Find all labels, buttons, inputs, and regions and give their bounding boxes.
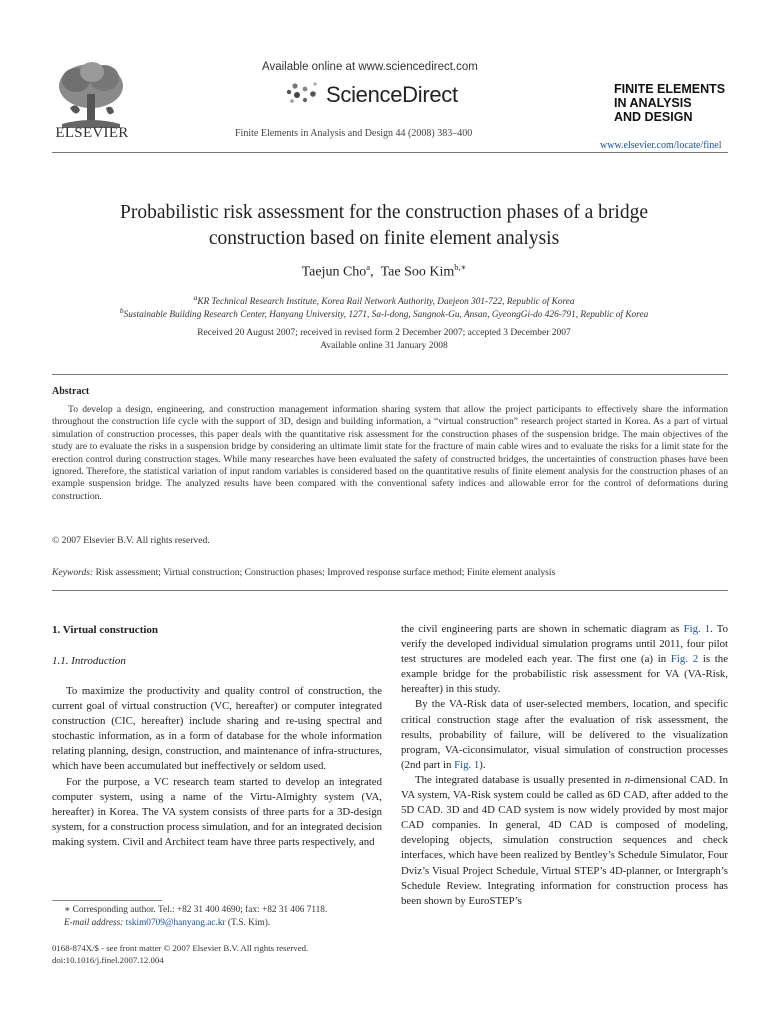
journal-url-link[interactable]: www.elsevier.com/locate/finel bbox=[600, 140, 722, 151]
sciencedirect-wordmark[interactable]: ScienceDirect bbox=[326, 82, 458, 107]
doi-line[interactable]: doi:10.1016/j.finel.2007.12.004 bbox=[52, 955, 164, 965]
journal-brand-line-3: AND DESIGN bbox=[614, 110, 693, 124]
sciencedirect-dots-icon bbox=[283, 80, 323, 106]
email-label: E-mail address: bbox=[64, 918, 124, 928]
received-dates: Received 20 August 2007; received in revised form 2 December 2007; accepted 3 December 2007 bbox=[197, 328, 571, 338]
journal-citation: Finite Elements in Analysis and Design 44 (2008) 383–400 bbox=[235, 128, 473, 139]
keywords-line bbox=[52, 567, 555, 578]
paragraph: For the purpose, a VC research team started to develop an integrated computer system, using a name of the Virtu-Almighty system (VA, hereafter) in Korea. The VA system consists of three parts for a 3D-design system, for a construction process simulation, and for an integrated decision making system. Civil and Architect team have three parts respectively, and bbox=[52, 775, 382, 848]
abstract-copyright: © 2007 Elsevier B.V. All rights reserved. bbox=[52, 535, 210, 546]
abstract-bottom-divider bbox=[52, 590, 728, 591]
article-title bbox=[40, 200, 728, 252]
journal-brand-line-2: IN ANALYSIS bbox=[614, 96, 692, 110]
abstract-top-divider bbox=[52, 374, 728, 375]
abstract-paragraph: To develop a design, engineering, and construction management information sharing system that allow the project participants to effectively share the information throughout the construction life cycle with the support of 3D, design and building information, a “virtual construction” research project started in Korea. As a part of virtual simulation of construction processes, this paper deals with the quantitative risk assessment for the construction phases of the suspension bridge. The main objectives of the study are to evaluate the risks in a suspension bridge by considering an ultimate limit state for the fracture of main cable wires and to evaluate the risks for a limit state for the erection control during construction stages. While many researches have been evaluated the safety of constructed bridges, the uncertainties of construction phases have been ignored. Therefore, the statistical variation of input random variables is considered based on the quantitative results of finite element analysis for the construction phases of an example suspension bridge. The analyzed results have been compared with the conventional safety indices and allowable error for the control of deformations during construction. bbox=[52, 404, 728, 502]
article-title-line-1: Probabilistic risk assessment for the construction phases of a bridge bbox=[119, 202, 648, 223]
right-column bbox=[401, 622, 728, 909]
paragraph: the civil engineering parts are shown in schematic diagram as Fig. 1. To verify the developed individual simulation programs until 2011, four pilot test structures are modeled each year. The first one (a) in Fig. 2 is the example bridge for the probabilistic risk assessment for VA (VA-Risk, hereafter) in this study. bbox=[401, 623, 728, 696]
corresponding-author-note: ∗ Corresponding author. Tel.: +82 31 400 4690; fax: +82 31 406 7118. bbox=[64, 905, 328, 915]
email-link[interactable]: tskim0709@hanyang.ac.kr bbox=[125, 918, 226, 928]
section-heading: 1. Virtual construction bbox=[52, 624, 159, 636]
affiliation-mark: a bbox=[193, 293, 198, 302]
figure-2-link[interactable]: Fig. 2 bbox=[670, 653, 699, 666]
subsection-heading: 1.1. Introduction bbox=[52, 655, 126, 667]
paragraph: To maximize the productivity and quality control of construction, the current goal of virtual construction (VC, hereafter) or computer integrated construction (CIC, hereafter) include sharing and re-using spectral and stochastic information, as in a form of database for the whole information relating planning, design, construction, and maintenance of infra-structures, which have been accumulated but ineffectively or seldom used. bbox=[52, 685, 382, 773]
left-column bbox=[52, 684, 382, 850]
abstract-body bbox=[52, 404, 728, 503]
author-name[interactable]: Tae Soo Kim bbox=[380, 264, 455, 280]
author-affiliation-mark: b,∗ bbox=[454, 262, 467, 272]
author-affiliation-mark: a bbox=[366, 262, 371, 272]
article-title-line-2: construction based on finite element analysis bbox=[208, 228, 560, 249]
available-online-text[interactable]: Available online at www.sciencedirect.com bbox=[262, 61, 478, 73]
footnote-divider bbox=[52, 900, 162, 901]
email-suffix: (T.S. Kim). bbox=[225, 918, 271, 928]
affiliation-text: KR Technical Research Institute, Korea Rail Network Authority, Daejeon 301-722, Republic of Korea bbox=[197, 297, 575, 308]
paragraph: By the VA-Risk data of user-selected members, location, and specific critical construction stage after the evaluation of risk assessment, the results, probability of failure, will be delivered to the visualization program, VA-ciconsimulator, visual simulation of construction processes (2nd part in Fig. 1). bbox=[401, 698, 728, 771]
keywords-label: Keywords: bbox=[52, 567, 94, 578]
affiliation-mark: b bbox=[119, 306, 124, 315]
affiliation-b bbox=[40, 306, 728, 320]
affiliation-a bbox=[40, 293, 728, 307]
paragraph: The integrated database is usually presented in n-dimensional CAD. In VA system, VA-Risk system could be called as 6D CAD, after added to the 5D CAD. 3D and 4D CAD system is now widely provided by most major CAD companies. In general, 4D CAD is composed of modeling, developing objects, simulation construction sequences and check interfaces, which have been realized by Bentley’s Schedule Simulator, Four Dviz’s Visual Project Schedule, Virtual STEP’s 4D-planner, or Intergraph’s Schedule Review. Integrating information for construction process has been shown by EuroSTEP’s bbox=[401, 773, 729, 907]
available-date: Available online 31 January 2008 bbox=[320, 341, 448, 351]
header-divider bbox=[52, 152, 728, 153]
keywords-text: Risk assessment; Virtual construction; Construction phases; Improved response surface method; Finite element analysis bbox=[95, 567, 556, 578]
affiliation-text: Sustainable Building Research Center, Hanyang University, 1271, Sa-l-dong, Sangnok-Gu, Ansan, GyeongGi-do 426-791, Republic of Korea bbox=[123, 310, 649, 321]
issn-line: 0168-874X/$ - see front matter © 2007 Elsevier B.V. All rights reserved. bbox=[52, 943, 309, 953]
publisher-name: ELSEVIER bbox=[55, 125, 129, 141]
figure-1-link[interactable]: Fig. 1 bbox=[454, 758, 480, 771]
journal-brand bbox=[614, 82, 725, 124]
author-name[interactable]: Taejun Cho bbox=[301, 264, 367, 280]
abstract-heading: Abstract bbox=[52, 386, 90, 397]
figure-1-link[interactable]: Fig. 1 bbox=[683, 623, 711, 635]
publication-meta bbox=[52, 942, 308, 966]
author-list: Taejun Cho$^a$, Tae Soo Kim$^{b,∗}$ bbox=[301, 262, 467, 280]
email-note bbox=[52, 917, 270, 929]
journal-brand-line-1: FINITE ELEMENTS bbox=[614, 82, 726, 96]
